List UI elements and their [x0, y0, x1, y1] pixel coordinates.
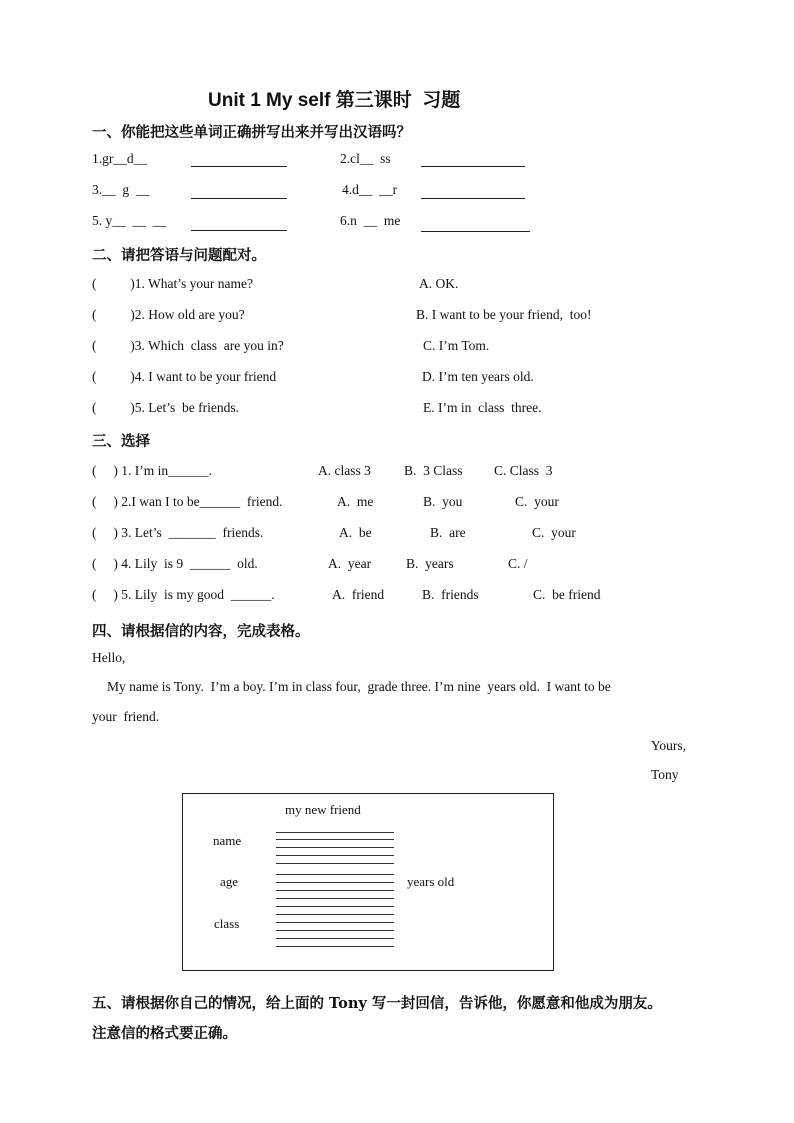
answer-d: D. I’m ten years old.	[422, 369, 534, 384]
choice-5-a[interactable]: A. friend	[332, 587, 385, 602]
choice-5-c[interactable]: C. be friend	[533, 587, 601, 602]
choice-1-b[interactable]: B. 3 Class	[404, 463, 463, 478]
word-item-3: 3.__ g __	[92, 182, 150, 197]
writing-line[interactable]	[276, 898, 394, 899]
choice-question-1: ( ) 1. I’m in______.	[92, 463, 212, 478]
answer-blank-3[interactable]	[191, 198, 287, 199]
answer-blank-5[interactable]	[191, 230, 287, 231]
name-label: name	[213, 833, 242, 848]
choice-2-b[interactable]: B. you	[423, 494, 463, 509]
choice-4-c[interactable]: C. /	[508, 556, 528, 571]
letter-body-line-1: My name is Tony. I’m a boy. I’m in class four, grade three. I’m nine years old. I want to be	[107, 679, 611, 694]
section3-heading: 三、选择	[92, 433, 150, 450]
years-old-label: years old	[407, 874, 455, 889]
section2-heading: 二、请把答语与问题配对。	[92, 247, 266, 264]
word-item-5: 5. y__ __ __	[92, 213, 167, 228]
choice-1-c[interactable]: C. Class 3	[494, 463, 553, 478]
question-5: ( )5. Let’s be friends.	[92, 400, 239, 415]
question-3: ( )3. Which class are you in?	[92, 338, 284, 353]
section1-heading: 一、你能把这些单词正确拼写出来并写出汉语吗？	[92, 124, 411, 141]
choice-question-3: ( ) 3. Let’s _______ friends.	[92, 525, 264, 540]
choice-question-4: ( ) 4. Lily is 9 ______ old.	[92, 556, 258, 571]
word-item-4: 4.d__ __r	[342, 182, 398, 197]
writing-line[interactable]	[276, 832, 394, 833]
writing-line[interactable]	[276, 906, 394, 907]
writing-line[interactable]	[276, 874, 394, 875]
writing-line[interactable]	[276, 930, 394, 931]
answer-blank-6[interactable]	[421, 231, 530, 232]
choice-1-a[interactable]: A. class 3	[318, 463, 371, 478]
answer-a: A. OK.	[419, 276, 459, 291]
word-item-1: 1.gr__d__	[92, 151, 148, 166]
choice-question-5: ( ) 5. Lily is my good ______.	[92, 587, 275, 602]
choice-3-b[interactable]: B. are	[430, 525, 466, 540]
choice-3-c[interactable]: C. your	[532, 525, 576, 540]
age-label: age	[220, 874, 239, 889]
writing-line[interactable]	[276, 914, 394, 915]
writing-line[interactable]	[276, 946, 394, 947]
writing-line[interactable]	[276, 882, 394, 883]
choice-3-a[interactable]: A. be	[339, 525, 372, 540]
question-2: ( )2. How old are you?	[92, 307, 245, 322]
section4-heading: 四、请根据信的内容，完成表格。	[92, 623, 310, 640]
choice-question-2: ( ) 2.I wan I to be______ friend.	[92, 494, 283, 509]
answer-blank-2[interactable]	[421, 166, 525, 167]
answer-c: C. I’m Tom.	[423, 338, 490, 353]
choice-4-a[interactable]: A. year	[328, 556, 372, 571]
writing-line[interactable]	[276, 863, 394, 864]
choice-5-b[interactable]: B. friends	[422, 587, 479, 602]
letter-body-line-2: your friend.	[92, 709, 160, 724]
answer-b: B. I want to be your friend, too!	[416, 307, 592, 322]
section5-heading-line-1: 五、请根据你自己的情况，给上面的 Tony 写一封回信，告诉他，你愿意和他成为朋友。	[92, 995, 662, 1012]
word-item-2: 2.cl__ ss	[340, 151, 391, 166]
page-title: Unit 1 My self 第三课时 习题	[208, 90, 461, 111]
answer-e: E. I’m in class three.	[423, 400, 542, 415]
choice-4-b[interactable]: B. years	[406, 556, 454, 571]
letter-signature: Tony	[651, 767, 679, 782]
section5-heading-line-2: 注意信的格式要正确。	[92, 1025, 237, 1042]
table-header: my new friend	[285, 802, 361, 817]
choice-2-c[interactable]: C. your	[515, 494, 559, 509]
choice-2-a[interactable]: A. me	[337, 494, 374, 509]
word-item-6: 6.n __ me	[340, 213, 401, 228]
writing-line[interactable]	[276, 855, 394, 856]
question-4: ( )4. I want to be your friend	[92, 369, 277, 384]
class-label: class	[214, 916, 240, 931]
answer-blank-4[interactable]	[421, 198, 525, 199]
writing-line[interactable]	[276, 938, 394, 939]
letter-greeting: Hello,	[92, 650, 126, 665]
letter-closing: Yours,	[651, 738, 687, 753]
question-1: ( )1. What’s your name?	[92, 276, 253, 291]
writing-line[interactable]	[276, 839, 394, 840]
writing-line[interactable]	[276, 890, 394, 891]
writing-line[interactable]	[276, 922, 394, 923]
answer-blank-1[interactable]	[191, 166, 287, 167]
writing-line[interactable]	[276, 847, 394, 848]
